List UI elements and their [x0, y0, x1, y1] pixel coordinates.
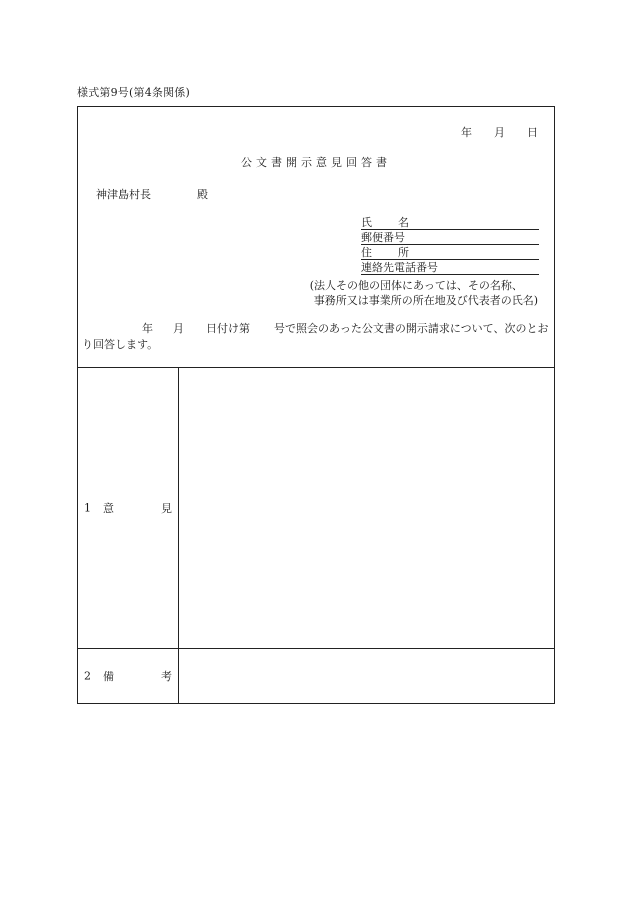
addressee-honorific: 殿 — [197, 188, 208, 201]
sender-note-line2: 事務所又は事業所の所在地及び代表者の氏名) — [313, 294, 538, 307]
postal-code-label: 郵便番号 — [361, 231, 405, 244]
addressee-name: 神津島村長 — [96, 188, 151, 201]
date-day-label: 日 — [527, 126, 538, 139]
phone-label: 連絡先電話番号 — [361, 261, 438, 274]
address-field[interactable] — [361, 245, 539, 260]
form-number: 様式第9号(第4条関係) — [77, 86, 190, 99]
remarks-label-b: 考 — [161, 670, 172, 683]
remarks-number: 2 — [84, 669, 91, 683]
document-title: 公文書開示意見回答書 — [241, 156, 391, 169]
form-frame — [77, 106, 555, 704]
postal-code-field[interactable] — [361, 230, 539, 245]
date-month-label: 月 — [494, 126, 505, 139]
opinion-label-b: 見 — [161, 501, 172, 515]
opinion-input-area[interactable] — [179, 367, 554, 648]
address-label-a: 住 — [361, 246, 372, 259]
remarks-input-area[interactable] — [179, 649, 554, 703]
date-year-label: 年 — [461, 126, 472, 139]
remarks-row — [78, 649, 554, 703]
sender-name-field[interactable] — [361, 215, 539, 230]
statement-day-ref: 日付け第 — [206, 322, 250, 335]
phone-field[interactable] — [361, 260, 539, 275]
header-cell — [78, 107, 554, 368]
opinion-row — [78, 367, 554, 649]
date-line — [461, 124, 538, 140]
sender-note — [310, 278, 538, 308]
reply-statement — [82, 321, 552, 353]
sender-note-line1: (法人その他の団体にあっては、その名称、 — [309, 279, 523, 292]
statement-rest: 号で照会のあった公文書の開示請求について、次のとおり回答します。 — [82, 322, 549, 351]
sender-name-label-a: 氏 — [361, 216, 372, 229]
opinion-label-a: 意 — [103, 501, 114, 515]
sender-fields — [361, 215, 539, 275]
address-label-b: 所 — [398, 246, 409, 259]
sender-name-label-b: 名 — [398, 216, 409, 229]
addressee — [96, 186, 208, 202]
opinion-label-cell — [78, 367, 179, 648]
statement-month: 月 — [173, 322, 184, 335]
statement-year: 年 — [142, 322, 153, 335]
remarks-label-cell — [78, 649, 179, 703]
opinion-number: 1 — [84, 501, 91, 514]
remarks-label-a: 備 — [103, 670, 114, 683]
